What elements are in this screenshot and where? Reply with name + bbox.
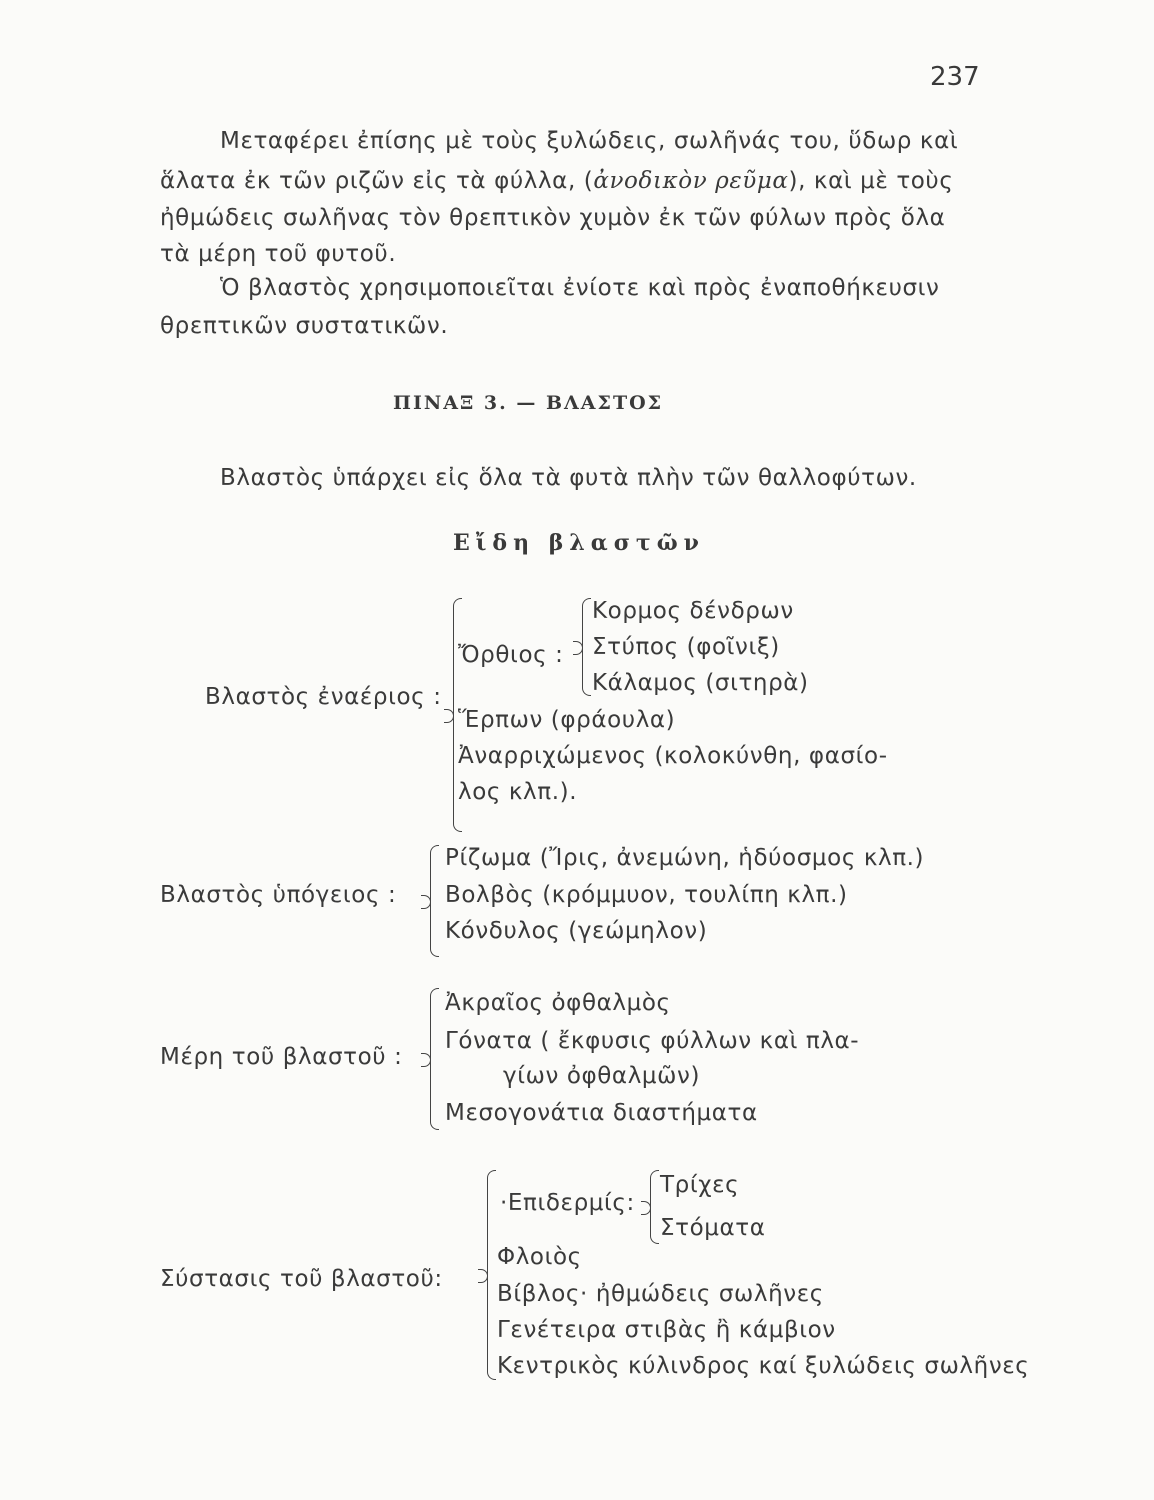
upright-label: Ὄρθιος :	[458, 642, 564, 668]
composition-item-2: Βίβλος· ἠθμώδεις σωλῆνες	[497, 1281, 824, 1307]
intro-italic-term: ἀνοδικὸν ρεῦμα	[593, 168, 789, 194]
intro-line-5: Ὁ βλαστὸς χρησιμοποιεῖται ἐνίοτε καὶ πρὸς ἐναποθήκευσιν	[220, 275, 940, 301]
underground-label: Βλαστὸς ὑπόγειος :	[160, 882, 397, 908]
parts-item-2a: Γόνατα ( ἔκφυσις φύλλων καὶ πλα-	[445, 1028, 860, 1054]
climbing-stem-2: λος κλπ.).	[458, 779, 578, 805]
presence-sentence: Βλαστὸς ὑπάρχει εἰς ὅλα τὰ φυτὰ πλὴν τῶν θαλλοφύτων.	[220, 465, 917, 491]
types-heading: Εἴδη βλαστῶν	[453, 530, 705, 556]
table-heading: ΠΙΝΑΞ 3. — ΒΛΑΣΤΟΣ	[393, 392, 664, 414]
composition-item-4: Κεντρικὸς κύλινδρος καί ξυλώδεις σωλῆνες	[497, 1353, 1030, 1379]
epidermis-brace	[650, 1170, 659, 1244]
epidermis-label: ·Επιδερμίς:	[500, 1190, 635, 1216]
epidermis-item-2: Στόματα	[660, 1215, 766, 1241]
intro-line-1: Μεταφέρει ἐπίσης μὲ τοὺς ξυλώδεις, σωλῆνάς του, ὕδωρ καὶ	[220, 128, 959, 154]
parts-item-2b: γίων ὀφθαλμῶν)	[503, 1063, 701, 1089]
composition-item-1: Φλοιὸς	[497, 1244, 582, 1270]
underground-item-3: Κόνδυλος (γεώμηλον)	[445, 918, 708, 944]
epidermis-item-1: Τρίχες	[660, 1172, 740, 1198]
parts-item-1: Ἀκραῖος ὀφθαλμὸς	[445, 990, 671, 1016]
composition-brace	[487, 1170, 496, 1380]
underground-item-1: Ρίζωμα (Ἴρις, ἀνεμώνη, ἡδύοσμος κλπ.)	[445, 845, 925, 871]
intro-line-2: ἅλατα ἐκ τῶν ριζῶν εἰς τὰ φύλλα, (ἀνοδικὸν ρεῦμα), καὶ μὲ τοὺς	[160, 168, 954, 194]
intro-line-6: θρεπτικῶν συστατικῶν.	[160, 313, 449, 339]
upright-item-1: Κορμος δένδρων	[592, 598, 794, 624]
aerial-label: Βλαστὸς ἐναέριος :	[205, 684, 442, 710]
parts-label: Μέρη τοῦ βλαστοῦ :	[160, 1044, 403, 1070]
page-number: 237	[930, 62, 980, 92]
composition-label: Σύστασις τοῦ βλαστοῦ:	[160, 1266, 443, 1292]
underground-item-2: Βολβὸς (κρόμμυον, τουλίπη κλπ.)	[445, 882, 848, 908]
underground-brace	[430, 845, 439, 957]
intro-line-4: τὰ μέρη τοῦ φυτοῦ.	[160, 241, 397, 267]
intro-line-3: ἠθμώδεις σωλῆνας τὸν θρεπτικὸν χυμὸν ἐκ τῶν φύλων πρὸς ὅλα	[160, 205, 946, 231]
upright-item-2: Στύπος (φοῖνιξ)	[592, 634, 780, 660]
upright-item-3: Κάλαμος (σιτηρὰ)	[592, 670, 809, 696]
upright-brace	[582, 598, 591, 696]
creeping-stem: Ἕρπων (φράουλα)	[458, 707, 676, 733]
composition-item-3: Γενέτειρα στιβὰς ἢ κάμβιον	[497, 1317, 836, 1343]
parts-brace	[430, 988, 439, 1130]
climbing-stem-1: Ἀναρριχώμενος (κολοκύνθη, φασίο-	[458, 743, 888, 769]
parts-item-3: Μεσογονάτια διαστήματα	[445, 1100, 758, 1126]
